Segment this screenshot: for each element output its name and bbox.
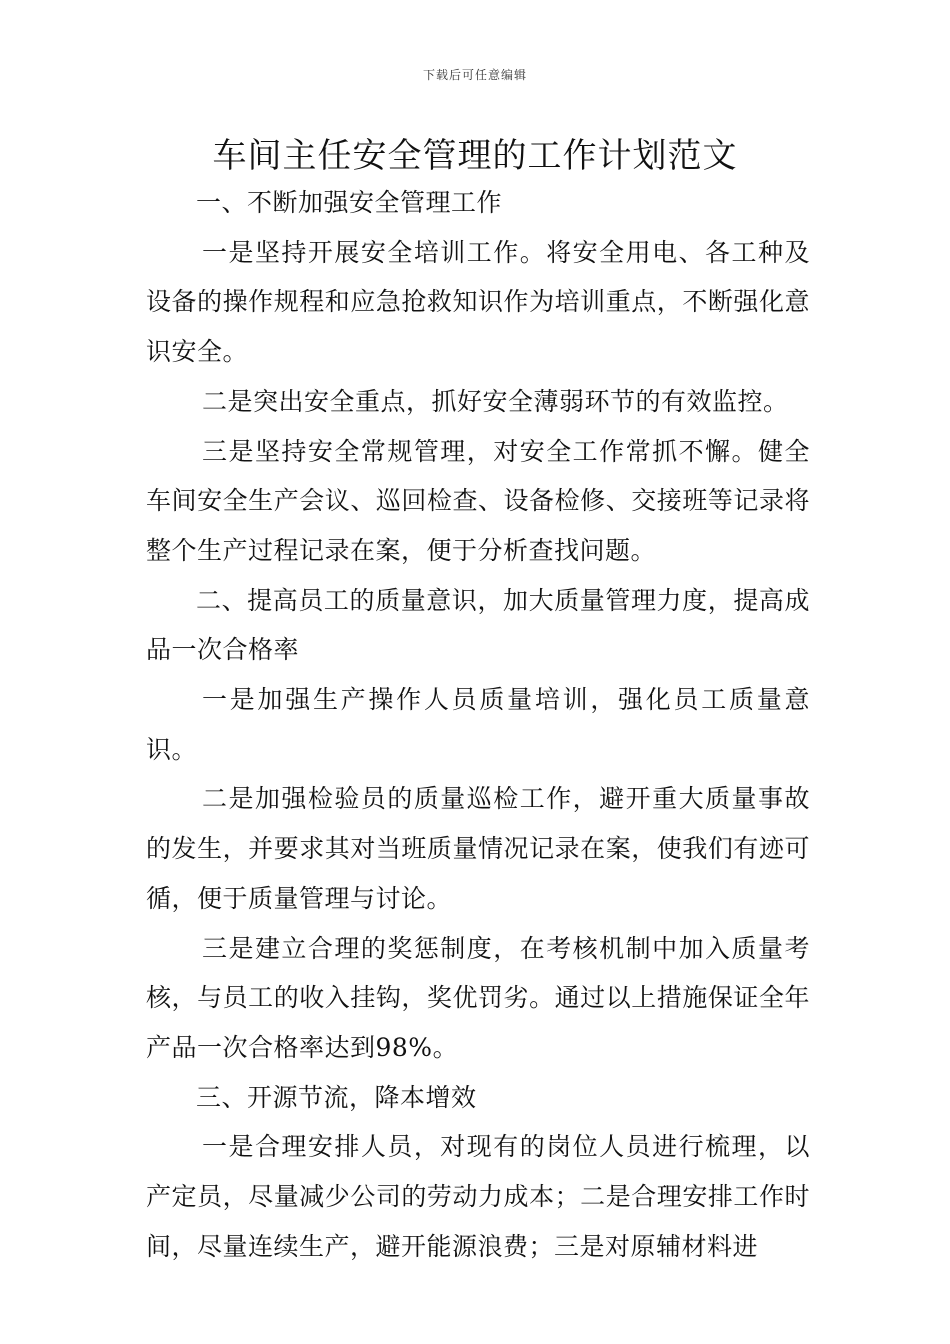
header-note: 下载后可任意编辑	[422, 68, 527, 82]
paragraph-safety-routine: 三是坚持安全常规管理，对安全工作常抓不懈。健全车间安全生产会议、巡回检查、设备检修、交接班等记录将整个生产过程记录在案，便于分析查找问题。	[146, 436, 810, 565]
paragraph-quality-training: 一是加强生产操作人员质量培训，强化员工质量意识。	[146, 685, 810, 764]
paragraph-safety-focus: 二是突出安全重点，抓好安全薄弱环节的有效监控。	[202, 386, 789, 416]
paragraph-cost-reduction: 一是合理安排人员，对现有的岗位人员进行梳理，以产定员，尽量减少公司的劳动力成本；二是合理安排工作时间，尽量连续生产，避开能源浪费；三是对原辅材料进	[146, 1132, 810, 1261]
paragraph-reward-system: 三是建立合理的奖惩制度，在考核机制中加入质量考核，与员工的收入挂钩，奖优罚劣。通过以上措施保证全年产品一次合格率达到98%。	[146, 933, 810, 1062]
section-heading-1: 一、不断加强安全管理工作	[196, 188, 503, 217]
document-title: 车间主任安全管理的工作计划范文	[212, 136, 738, 176]
paragraph-quality-inspection: 二是加强检验员的质量巡检工作，避开重大质量事故的发生，并要求其对当班质量情况记录在案，使我们有迹可循，便于质量管理与讨论。	[146, 784, 810, 913]
section-heading-2: 二、提高员工的质量意识，加大质量管理力度，提高成品一次合格率	[146, 585, 810, 665]
section-heading-3: 三、开源节流，降本增效	[196, 1082, 477, 1112]
document-body	[146, 178, 810, 1271]
paragraph-safety-training: 一是坚持开展安全培训工作。将安全用电、各工种及设备的操作规程和应急抢救知识作为培训重点，不断强化意识安全。	[146, 237, 810, 367]
